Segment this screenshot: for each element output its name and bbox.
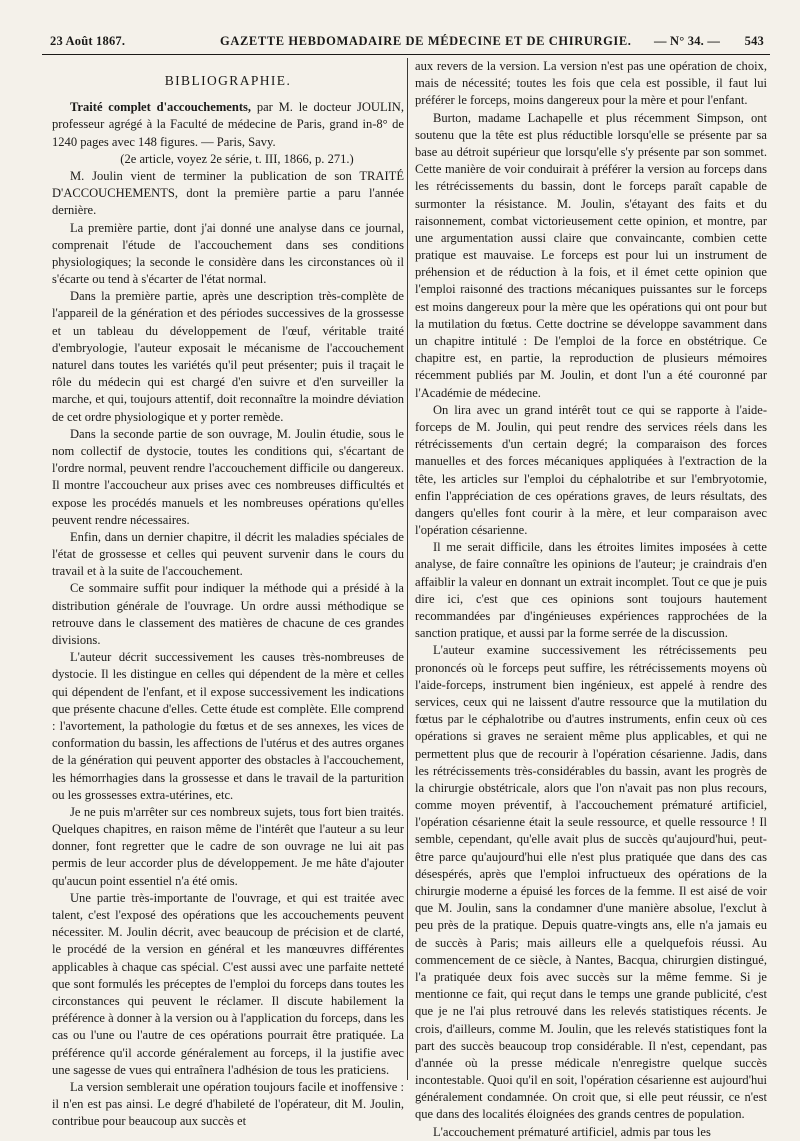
paragraph: Burton, madame Lachapelle et plus récemment Simpson, ont soutenu que la tête est plus réductible lorsqu'elle se présente par sa base au détroit supérieur que lorsqu'elle s'y présente par son sommet. Cette manière de voir conduirait à préférer la version au forceps dans les rétrécissements du bassin, dont le forceps paraît capable de surmonter la résistance. M. Joulin, s'étayant des faits et du raisonnement, combat victorieusement cette opinion, et montre, par une argumentation aussi claire que convaincante, combien cette pratique est mauvaise. Le forceps est pour lui un instrument de préhension et de réduction à la fois, et il émet cette opinion que l'emploi raisonné des tractions mécaniques puissantes sur le forceps est moins dangereux pour la mère que les opérations qui ont pour but la mutilation du fœtus. Cette doctrine se développe savamment dans un chapitre intitulé : De l'emploi de la force en obstétrique. Ce chapitre est, en partie, la reproduction de plusieurs mémoires récemment publiés par M. Joulin, et dont l'un a été couronné par l'Académie de médecine. bbox=[415, 110, 767, 400]
paragraph: aux revers de la version. La version n'est pas une opération de choix, mais de nécessité; toutes les fois que cela est possible, il faut lui préférer le forceps, moins dangereux pour la mère et pour l'enfant. bbox=[415, 59, 767, 108]
journal-title: GAZETTE HEBDOMADAIRE DE MÉDECINE ET DE CHIRURGIE. bbox=[220, 34, 632, 48]
paragraph: L'auteur décrit successivement les causes très-nombreuses de dystocie. Il les distingue en celles qui dépendent de la mère et celles qui dépendent de l'enfant, et il expose successivement les indications que présente chacune d'elles. Cette étude est complète. Elle comprend : l'avortement, la pathologie du fœtus et de ses annexes, les vices de conformation du bassin, les affections de l'utérus et des autres organes de la génération qui peuvent apporter des obstacles à l'accouchement, les hémorrhagies dans la grossesse et dans le travail de la parturition ou les grossesses extra-utérines, etc. bbox=[52, 650, 404, 802]
column-divider bbox=[407, 58, 408, 1080]
page-header bbox=[42, 30, 770, 54]
section-title: BIBLIOGRAPHIE. bbox=[164, 73, 292, 88]
paragraph: La version semblerait une opération toujours facile et inoffensive : il n'en est pas ainsi. Le degré d'habileté de l'opérateur, dit M. Joulin, contribue pour beaucoup aux succès et bbox=[52, 1079, 404, 1129]
paragraph: Je ne puis m'arrêter sur ces nombreux sujets, tous fort bien traités. Quelques chapitres, en raison même de l'intérêt que l'auteur a su leur donner, font regretter que le cadre de son ouvrage ne lui ait pas permis de leur accorder plus de développement. Je me hâte d'ajouter qu'aucun point essentiel n'a été omis. bbox=[52, 804, 404, 888]
book-citation bbox=[52, 99, 404, 151]
article-reference: (2e article, voyez 2e série, t. III, 1866, p. 271.) bbox=[120, 151, 354, 166]
issue-date: 23 Août 1867. bbox=[50, 34, 126, 48]
paragraph: On lira avec un grand intérêt tout ce qui se rapporte à l'aide-forceps de M. Joulin, qui peut rendre des services réels dans les rétrécissements d'un certain degré; la comparaison des forces manuelles et des forces mécaniques appliquées à l'extraction de la tête, les articles sur l'emploi du céphalotribe et sur l'embryotomie, enfin l'appréciation de ces opérations graves, de leurs résultats, des dangers qu'elles font courir à la mère, et leur comparaison avec l'opération césarienne. bbox=[415, 402, 767, 538]
paragraph: Il me serait difficile, dans les étroites limites imposées à cette analyse, de faire connaître les opinions de l'auteur; je craindrais d'en affaiblir la valeur en donnant un extrait incomplet. Tout ce que je puis dire ici, c'est que ces opinions sont toujours hautement recommandées par d'ingénieuses expériences rapprochées de la sanction pratique, et aussi par la forme serrée de la discussion. bbox=[415, 540, 767, 641]
book-title: Traité complet d'accouchements, bbox=[70, 100, 252, 115]
header-rule bbox=[42, 54, 770, 55]
issue-number: — N° 34. — bbox=[654, 34, 721, 48]
page-number: 543 bbox=[744, 34, 764, 48]
paragraph: Enfin, dans un dernier chapitre, il décrit les maladies spéciales de l'état de grossesse et celles qui peuvent survenir dans le cours du travail et à la suite de l'accouchement. bbox=[52, 529, 404, 579]
paragraph: Ce sommaire suffit pour indiquer la méthode qui a présidé à la distribution générale de l'ouvrage. Un ordre aussi méthodique se retrouve dans le classement des matières de chacune de ces grandes divisions. bbox=[52, 581, 404, 647]
paragraph: M. Joulin vient de terminer la publication de son TRAITÉ D'ACCOUCHEMENTS, dont la première partie a paru l'année dernière. bbox=[52, 168, 404, 218]
paragraph: Dans la seconde partie de son ouvrage, M. Joulin étudie, sous le nom collectif de dystocie, toutes les conditions qui, s'écartant de l'ordre normal, peuvent rendre l'accouchement difficile ou dangereux. Il montre l'accoucheur aux prises avec ces nombreuses difficultés et expose les procédés manuels et les nombreuses opérations qu'elles peuvent rendre nécessaires. bbox=[52, 426, 404, 527]
book-details: par M. le docteur JOULIN, professeur agrégé à la Faculté de médecine de Paris, grand in-8° de 1240 pages avec 148 figures. — Paris, Savy. bbox=[52, 100, 404, 149]
left-column bbox=[52, 58, 404, 1129]
paragraph: Une partie très-importante de l'ouvrage, et qui est traitée avec talent, c'est l'exposé des opérations que les accouchements peuvent nécessiter. M. Joulin décrit, avec beaucoup de précision et de clarté, le procédé de la version en général et les manœuvres différentes applicables à chaque cas spécial. C'est aussi avec une parfaite netteté que sont formulés les préceptes de l'emploi du forceps dans toutes les circonstances qui peuvent le réclamer. Il discute habilement la préférence à donner à la version ou à l'application du forceps, dans les cas ou l'une ou l'autre de ces opérations pourrait être pratiquée. La préférence qu'il accorde généralement au forceps, il la justifie avec une sagesse de vues qui entraînera l'adhésion de tous les praticiens. bbox=[52, 890, 404, 1077]
right-column bbox=[415, 58, 767, 1139]
paragraph: L'accouchement prématuré artificiel, admis par tous les bbox=[433, 1124, 711, 1139]
paragraph: La première partie, dont j'ai donné une analyse dans ce journal, comprenait l'étude de l'accouchement dans ses conditions physiologiques; la seconde le considère dans les circonstances où il s'écarte ou tend à s'écarter de l'état normal. bbox=[52, 220, 404, 287]
paragraph: L'auteur examine successivement les rétrécissements peu prononcés où le forceps peut suffire, les rétrécissements moyens où l'aide-forceps, instrument bien ingénieux, est appelé à rendre des services, ceux qui ne laissent d'autre ressource que la mutilation du fœtus par le céphalotribe ou d'autres instruments, enfin ceux où ces opérations si graves ne seraient même plus applicables, et qui ne permettent plus que de recourir à l'opération césarienne. Jadis, dans les rétrécissements très-considérables du bassin, avant les progrès de la chirurgie obstétricale, alors que l'on n'avait pas non plus recours, comme moyen préventif, à l'accouchement prématuré artificiel, l'opération césarienne était la seule ressource, et quelle ressource ! Il semble, cependant, qu'elle avait plus de succès qu'aujourd'hui, peut-être parce qu'aujourd'hui elle n'est plus pratiquée que dans des cas désespérés, après que l'emploi infructueux des opérations de la chirurgie moderne a épuisé les forces de la femme. Il est aisé de voir que M. Joulin, sans la condamner d'une manière absolue, l'exclut à peu près de la pratique. Depuis quatre-vingts ans, elle n'a jamais eu de succès à Paris; mais ailleurs elle a quelquefois réussi. Au commencement de ce siècle, à Nantes, Bacqua, chirurgien distingué, l'a pratiquée deux fois avec succès sur la même femme. Si je mentionne ce fait, qui reçut dans le temps une grande publicité, c'est que je ne l'ai plus retrouvé dans les relevés statistiques récents. Je crois, d'ailleurs, comme M. Joulin, que les relevés statistiques font la part des succès beaucoup trop considérable. Il n'est, cependant, pas d'année où la presse médicale n'enregistre quelque succès incontestable. Quoi qu'il en soit, l'opération césarienne est aujourd'hui généralement condamnée. On croit que, si elle peut réussir, ce n'est que dans des localités éloignées des grands centres de population. bbox=[415, 643, 767, 1122]
paragraph: Dans la première partie, après une description très-complète de l'appareil de la génération et des périodes successives de la grossesse et un tableau du développement de l'œuf, véritable traité d'embryologie, l'auteur exposait le mécanisme de l'accouchement naturel dans toutes les variétés qu'il peut présenter; puis il traçait le rôle du médecin qui est chargé d'en suivre et d'en surveiller la marche, et qui, toujours attentif, doit reconnaître la moindre déviation de cet ordre physiologique et y porter remède. bbox=[52, 289, 404, 424]
